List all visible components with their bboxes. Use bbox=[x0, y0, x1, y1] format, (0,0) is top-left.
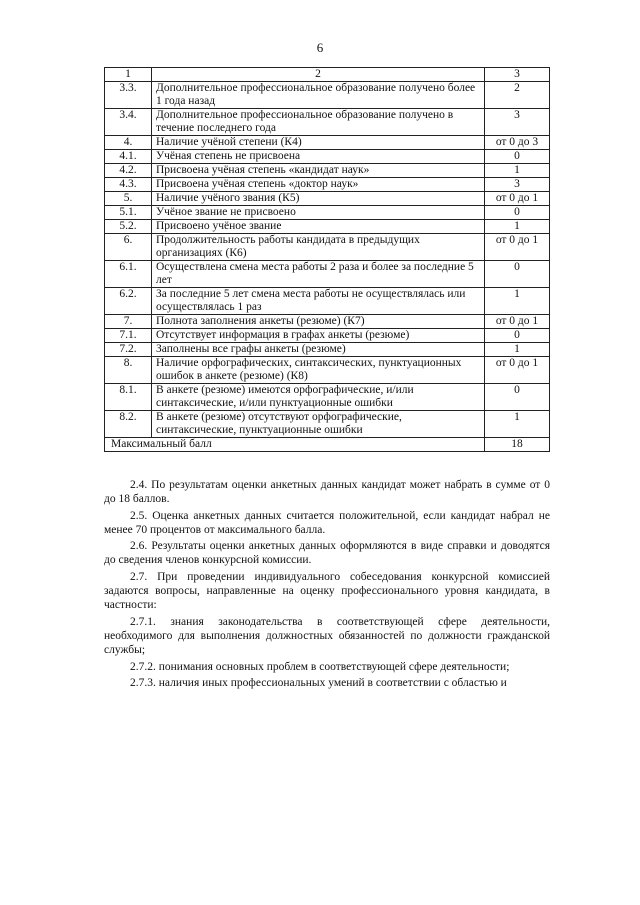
row-score-cell: 0 bbox=[485, 261, 550, 288]
table-row bbox=[105, 315, 550, 329]
row-criterion-cell: Наличие учёной степени (К4) bbox=[152, 136, 485, 150]
table-row bbox=[105, 82, 550, 109]
table-row bbox=[105, 343, 550, 357]
row-number-cell: 4. bbox=[105, 136, 152, 150]
header-cell-number: 1 bbox=[105, 68, 152, 82]
row-criterion-cell: Учёное звание не присвоено bbox=[152, 206, 485, 220]
row-criterion-cell: Полнота заполнения анкеты (резюме) (К7) bbox=[152, 315, 485, 329]
row-criterion-cell: Дополнительное профессиональное образование получено в течение последнего года bbox=[152, 109, 485, 136]
header-cell-score: 3 bbox=[485, 68, 550, 82]
table-header-row bbox=[105, 68, 550, 82]
paragraph-2-6: 2.6. Результаты оценки анкетных данных оформляются в виде справки и доводятся до сведения членов конкурсной комиссии. bbox=[104, 540, 550, 567]
total-score-cell: 18 bbox=[485, 438, 550, 452]
row-score-cell: от 0 до 1 bbox=[485, 234, 550, 261]
paragraph-2-7-2: 2.7.2. понимания основных проблем в соответствующей сфере деятельности; bbox=[130, 660, 510, 673]
table-row bbox=[105, 234, 550, 261]
row-criterion-cell: Дополнительное профессиональное образование получено более 1 года назад bbox=[152, 82, 485, 109]
row-score-cell: 0 bbox=[485, 329, 550, 343]
table-row bbox=[105, 192, 550, 206]
table-row bbox=[105, 109, 550, 136]
row-criterion-cell: Наличие учёного звания (К5) bbox=[152, 192, 485, 206]
table-row bbox=[105, 220, 550, 234]
row-criterion-cell: В анкете (резюме) отсутствуют орфографические, синтаксические, пунктуационные ошибки bbox=[152, 411, 485, 438]
row-score-cell: от 0 до 3 bbox=[485, 136, 550, 150]
table-row bbox=[105, 411, 550, 438]
row-criterion-cell: Присвоена учёная степень «доктор наук» bbox=[152, 178, 485, 192]
row-criterion-cell: Заполнены все графы анкеты (резюме) bbox=[152, 343, 485, 357]
row-score-cell: от 0 до 1 bbox=[485, 315, 550, 329]
row-score-cell: от 0 до 1 bbox=[485, 192, 550, 206]
row-score-cell: 0 bbox=[485, 384, 550, 411]
paragraph-2-7-3: 2.7.3. наличия иных профессиональных умений в соответствии с областью и bbox=[130, 676, 507, 689]
row-number-cell: 6.1. bbox=[105, 261, 152, 288]
row-number-cell: 6. bbox=[105, 234, 152, 261]
row-criterion-cell: Присвоено учёное звание bbox=[152, 220, 485, 234]
table-row bbox=[105, 261, 550, 288]
row-criterion-cell: Наличие орфографических, синтаксических, пунктуационных ошибок в анкете (резюме) (К8) bbox=[152, 357, 485, 384]
row-number-cell: 5.1. bbox=[105, 206, 152, 220]
row-number-cell: 4.2. bbox=[105, 164, 152, 178]
row-number-cell: 7. bbox=[105, 315, 152, 329]
row-score-cell: 0 bbox=[485, 206, 550, 220]
table-row bbox=[105, 136, 550, 150]
table-row bbox=[105, 206, 550, 220]
row-score-cell: 1 bbox=[485, 220, 550, 234]
table-total-row bbox=[105, 438, 550, 452]
row-number-cell: 8. bbox=[105, 357, 152, 384]
row-score-cell: 2 bbox=[485, 82, 550, 109]
total-label-cell: Максимальный балл bbox=[105, 438, 485, 452]
scoring-table-body bbox=[105, 68, 550, 452]
table-row bbox=[105, 329, 550, 343]
row-criterion-cell: Присвоена учёная степень «кандидат наук» bbox=[152, 164, 485, 178]
row-number-cell: 7.2. bbox=[105, 343, 152, 357]
paragraph-2-7-1: 2.7.1. знания законодательства в соответствующей сфере деятельности, необходимого для выполнения должностных обязанностей по должности гражданской службы; bbox=[104, 615, 550, 657]
table-row bbox=[105, 164, 550, 178]
table-row bbox=[105, 384, 550, 411]
row-score-cell: 3 bbox=[485, 178, 550, 192]
row-score-cell: от 0 до 1 bbox=[485, 357, 550, 384]
table-row bbox=[105, 178, 550, 192]
paragraph-2-5: 2.5. Оценка анкетных данных считается положительной, если кандидат набрал не менее 70 процентов от максимального балла. bbox=[104, 509, 550, 536]
paragraph-2-7: 2.7. При проведении индивидуального собеседования конкурсной комиссией задаются вопросы, направленные на оценку профессионального уровня кандидата, в частности: bbox=[104, 570, 550, 612]
row-number-cell: 3.3. bbox=[105, 82, 152, 109]
table-row bbox=[105, 150, 550, 164]
row-criterion-cell: Осуществлена смена места работы 2 раза и более за последние 5 лет bbox=[152, 261, 485, 288]
header-cell-criterion: 2 bbox=[152, 68, 485, 82]
row-score-cell: 1 bbox=[485, 288, 550, 315]
row-number-cell: 4.3. bbox=[105, 178, 152, 192]
table-row bbox=[105, 288, 550, 315]
row-criterion-cell: Продолжительность работы кандидата в предыдущих организациях (К6) bbox=[152, 234, 485, 261]
row-score-cell: 1 bbox=[485, 411, 550, 438]
row-number-cell: 4.1. bbox=[105, 150, 152, 164]
row-number-cell: 6.2. bbox=[105, 288, 152, 315]
row-number-cell: 7.1. bbox=[105, 329, 152, 343]
row-criterion-cell: Учёная степень не присвоена bbox=[152, 150, 485, 164]
row-score-cell: 3 bbox=[485, 109, 550, 136]
paragraph-2-4: 2.4. По результатам оценки анкетных данных кандидат может набрать в сумме от 0 до 18 баллов. bbox=[104, 479, 550, 506]
row-criterion-cell: За последние 5 лет смена места работы не осуществлялась или осуществлялась 1 раз bbox=[152, 288, 485, 315]
row-criterion-cell: Отсутствует информация в графах анкеты (резюме) bbox=[152, 329, 485, 343]
row-number-cell: 8.2. bbox=[105, 411, 152, 438]
row-criterion-cell: В анкете (резюме) имеются орфографические, и/или синтаксические, и/или пунктуационные ошибки bbox=[152, 384, 485, 411]
row-number-cell: 5. bbox=[105, 192, 152, 206]
row-number-cell: 8.1. bbox=[105, 384, 152, 411]
body-text bbox=[104, 476, 550, 690]
row-score-cell: 1 bbox=[485, 343, 550, 357]
row-number-cell: 3.4. bbox=[105, 109, 152, 136]
scoring-table bbox=[104, 67, 550, 452]
table-row bbox=[105, 357, 550, 384]
row-score-cell: 0 bbox=[485, 150, 550, 164]
row-score-cell: 1 bbox=[485, 164, 550, 178]
row-number-cell: 5.2. bbox=[105, 220, 152, 234]
page-number: 6 bbox=[316, 40, 324, 55]
